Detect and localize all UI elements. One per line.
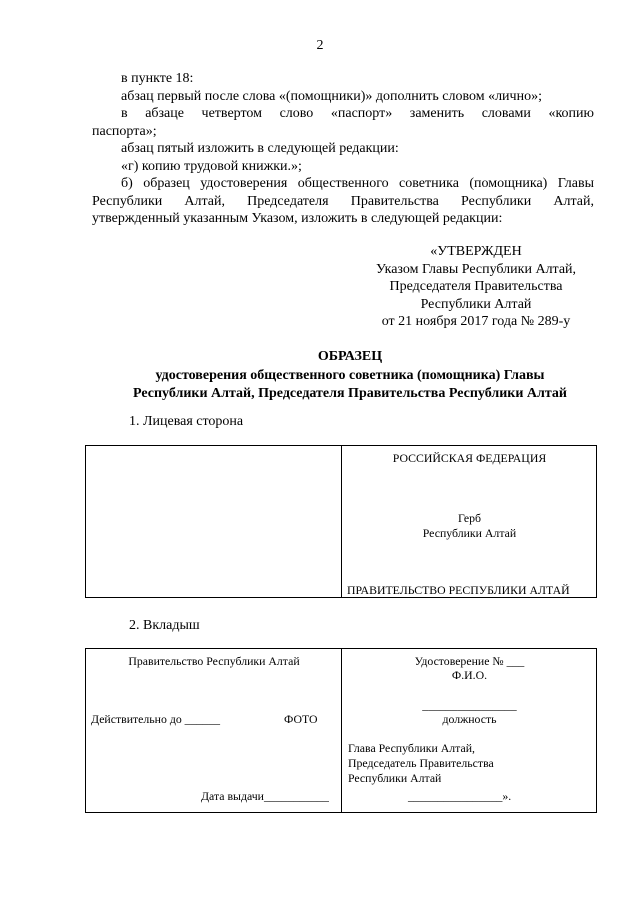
amend-line-6c: утвержденный указанным Указом, изложить в следующей редакции: [92,211,503,226]
amend-line-6b: Республики Алтай, Председателя Правительства Республики Алтай, [92,193,594,209]
approval-line-1: «УТВЕРЖДЕН [430,244,522,259]
front-heading: 1. Лицевая сторона [129,414,244,429]
front-right-cell [341,446,596,598]
amend-line-3b: паспорта»; [92,123,157,139]
insert-heading: 2. Вкладыш [129,618,200,633]
approval-line-3: Председателя Правительства [389,279,563,295]
valid-until: Действительно до ______ [91,712,221,726]
amend-line-6a: б) образец удостоверения общественного советника (помощника) Главы [121,176,594,191]
issue-date: Дата выдачи___________ [201,789,329,803]
obrazets-subtitle-2: Республики Алтай, Председателя Правительства Республики Алтай [132,386,567,401]
front-federation: РОССИЙСКАЯ ФЕДЕРАЦИЯ [392,451,547,465]
approval-line-5: от 21 ноября 2017 года № 289-у [381,314,571,330]
approval-line-2: Указом Главы Республики Алтай, [375,261,577,277]
approval-block [340,243,612,331]
head-title-2: Председатель Правительства [347,756,494,770]
amend-line-1: в пункте 18: [121,71,194,86]
insert-government: Правительство Республики Алтай [128,654,300,668]
head-title-3: Республики Алтай [347,771,442,785]
full-name-label: Ф.И.О. [451,668,488,682]
position-signature-line: ________________ [422,698,517,712]
front-left-cell [86,446,342,598]
certificate-number: Удостоверение № ___ [414,654,525,668]
front-government: ПРАВИТЕЛЬСТВО РЕСПУБЛИКИ АЛТАЙ [346,583,570,597]
obrazets-subtitle-1: удостоверения общественного советника (помощника) Главы [155,367,545,383]
obrazets-title: ОБРАЗЕЦ [317,349,383,364]
amend-line-4: абзац пятый изложить в следующей редакции: [121,141,399,156]
amend-line-3a: в абзаце четвертом слово «паспорт» заменить словами «копию [121,106,594,121]
coat-of-arms-region: Республики Алтай [422,526,517,540]
front-side-table [85,445,597,598]
insert-table [85,648,597,813]
head-title-1: Глава Республики Алтай, [347,741,475,755]
approval-line-4: Республики Алтай [420,296,532,312]
page-number: 2 [316,38,324,53]
photo-placeholder: ФОТО [284,712,318,726]
insert-right-cell [341,649,596,813]
coat-of-arms-label: Герб [457,511,482,525]
amend-line-5: «г) копию трудовой книжки.»; [121,158,302,174]
obrazets-title-block [60,348,640,404]
amend-line-2: абзац первый после слова «(помощники)» дополнить словом «лично»; [121,88,542,104]
insert-left-cell [86,649,342,813]
head-signature-line: ________________». [407,789,512,803]
amendments-text [92,70,594,228]
position-label: должность [442,712,497,726]
